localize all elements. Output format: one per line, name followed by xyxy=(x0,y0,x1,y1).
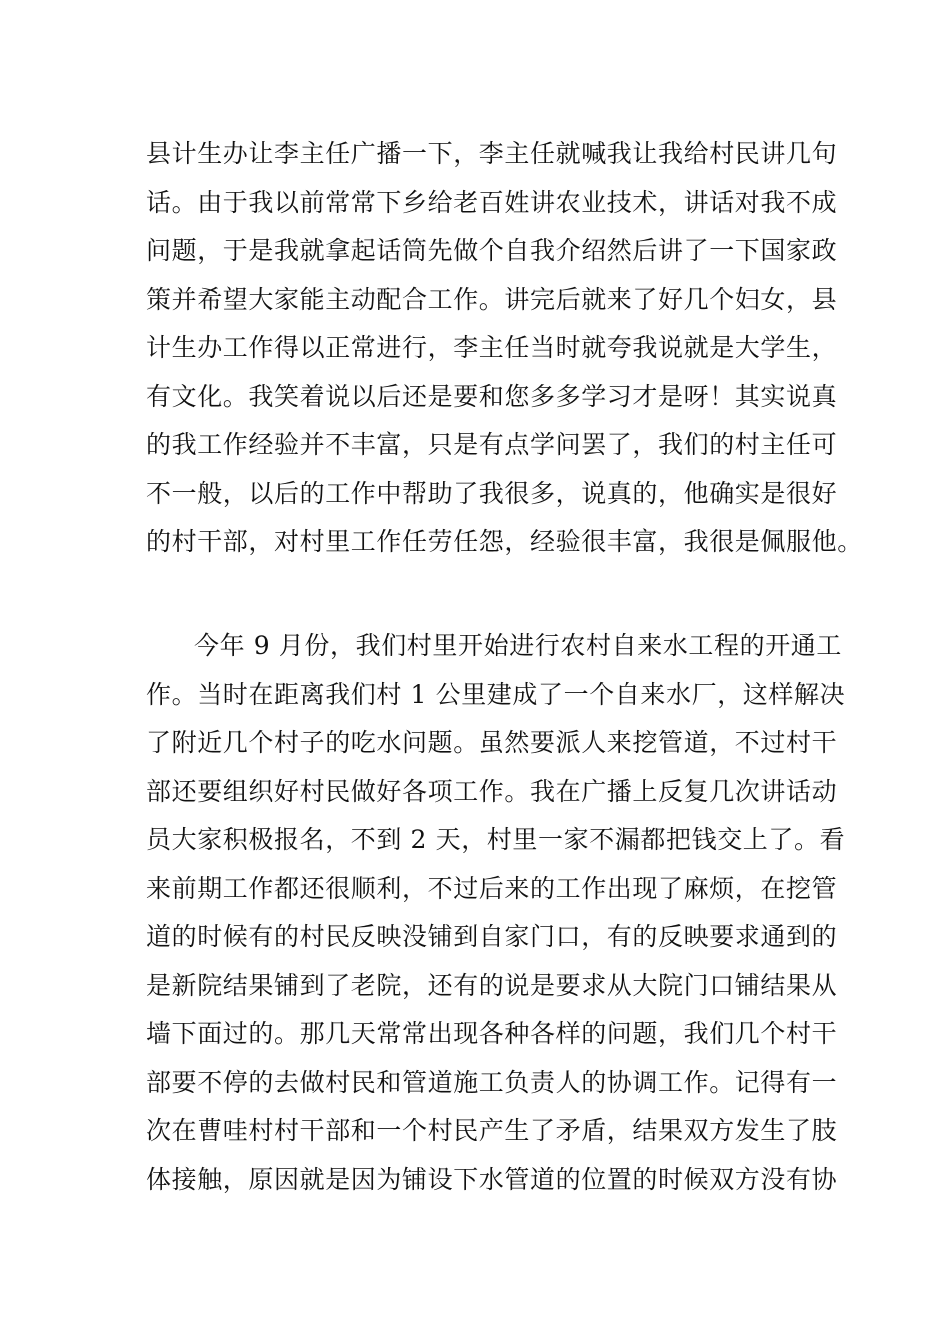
text-line: 来前期工作都还很顺利，不过后来的工作出现了麻烦，在挖管 xyxy=(146,873,838,903)
text-line: 话。由于我以前常常下乡给老百姓讲农业技术，讲话对我不成 xyxy=(146,187,838,217)
text-line: 问题，于是我就拿起话筒先做个自我介绍然后讲了一下国家政 xyxy=(146,236,838,265)
text-line: 的我工作经验并不丰富，只是有点学问罢了，我们的村主任可 xyxy=(146,430,838,459)
text-line: 的村干部，对村里工作任劳任怨，经验很丰富，我很是佩服他。 xyxy=(146,527,863,556)
text-line: 道的时候有的村民反映没铺到自家门口，有的反映要求通到的 xyxy=(146,922,838,951)
text-line: 有文化。我笑着说以后还是要和您多多学习才是呀！其实说真 xyxy=(146,381,838,411)
text-line: 策并希望大家能主动配合工作。讲完后就来了好几个妇女，县 xyxy=(146,284,838,314)
text-line: 作。当时在距离我们村 1 公里建成了一个自来水厂，这样解决 xyxy=(146,679,846,709)
paragraph-2 xyxy=(146,622,846,1204)
text-line: 员大家积极报名，不到 2 天，村里一家不漏都把钱交上了。看 xyxy=(146,825,846,854)
paragraph-1 xyxy=(146,130,863,567)
text-line: 不一般，以后的工作中帮助了我很多，说真的，他确实是很好 xyxy=(146,478,838,508)
text-line: 计生办工作得以正常进行，李主任当时就夸我说就是大学生， xyxy=(146,333,838,362)
text-line: 部还要组织好村民做好各项工作。我在广播上反复几次讲话动 xyxy=(146,776,838,806)
text-line: 次在曹哇村村干部和一个村民产生了矛盾，结果双方发生了肢 xyxy=(146,1116,838,1145)
text-line: 是新院结果铺到了老院，还有的说是要求从大院门口铺结果从 xyxy=(146,970,838,1000)
text-line: 县计生办让李主任广播一下，李主任就喊我让我给村民讲几句 xyxy=(146,139,838,168)
text-line: 了附近几个村子的吃水问题。虽然要派人来挖管道，不过村干 xyxy=(146,728,838,757)
text-line: 体接触，原因就是因为铺设下水管道的位置的时候双方没有协 xyxy=(146,1164,838,1194)
text-line: 部要不停的去做村民和管道施工负责人的协调工作。记得有一 xyxy=(146,1067,838,1097)
text-line: 今年 9 月份，我们村里开始进行农村自来水工程的开通工 xyxy=(194,631,843,660)
text-line: 墙下面过的。那几天常常出现各种各样的问题，我们几个村干 xyxy=(146,1019,838,1048)
